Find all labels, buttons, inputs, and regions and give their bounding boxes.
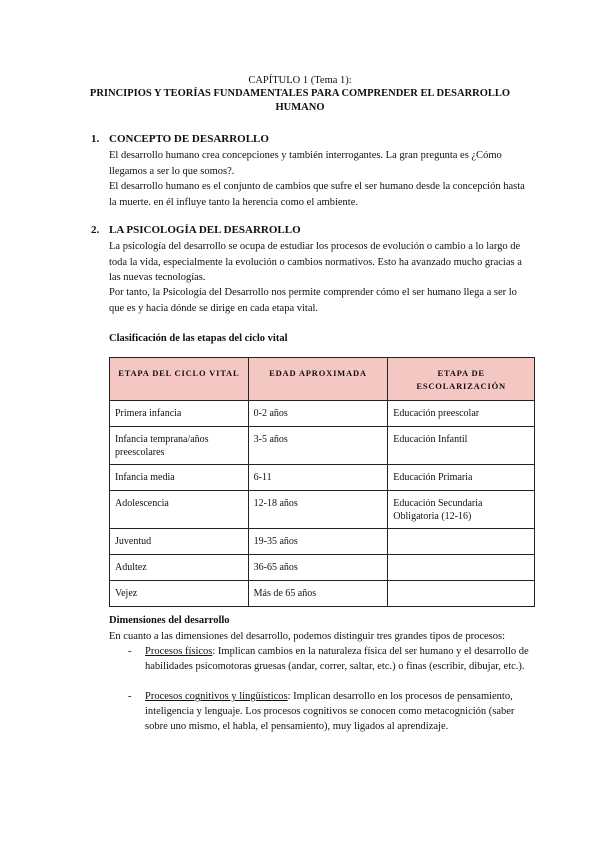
table-cell-age: 19-35 años (248, 529, 388, 555)
table-cell-schooling (388, 555, 535, 581)
table-row (110, 427, 535, 465)
table-cell-age: Más de 65 años (248, 581, 388, 607)
table-cell-stage: Vejez (110, 581, 249, 607)
section-2-heading (91, 223, 301, 239)
table-cell-stage: Adolescencia (110, 491, 249, 529)
table-cell-schooling (388, 581, 535, 607)
chapter-label: CAPÍTULO 1 (Tema 1): (248, 75, 352, 86)
table-cell-stage: Adultez (110, 555, 249, 581)
section-1-heading (91, 132, 269, 148)
table-cell-stage: Infancia temprana/años preescolares (110, 427, 249, 465)
table-row (110, 401, 535, 427)
list-item (145, 689, 535, 734)
table-cell-schooling: Educación Infantil (388, 427, 535, 465)
section-2-paragraph-1: La psicología del desarrollo se ocupa de estudiar los procesos de evolución o cambio a lo largo de toda la vida, especialmente la evolución o cambios normativos. Esto ha avanzado mucho gracias a las nuevas tecnologías. (109, 241, 522, 283)
table-header-row (110, 358, 535, 401)
table-row (110, 529, 535, 555)
table-cell-schooling (388, 529, 535, 555)
section-1-paragraph-2: El desarrollo humano es el conjunto de cambios que sufre el ser humano desde la concepción hasta la muerte. en él influye tanto la herencia como el ambiente. (109, 181, 525, 208)
section-2-title: LA PSICOLOGÍA DEL DESARROLLO (109, 224, 301, 236)
list-item-text: : Implican desarrollo en los procesos de pensamiento, inteligencia y lenguaje. Los procesos cognitivos se conocen como metacognición (saber sobre uno mismo, el habla, el pensamiento), muy ligados al aprendizaje. (145, 691, 515, 732)
table-cell-age: 0-2 años (248, 401, 388, 427)
section-1-number: 1. (91, 133, 100, 145)
section-1-paragraph-1: El desarrollo humano crea concepciones y también interrogantes. La gran pregunta es ¿Cómo llegamos a ser lo que somos?. (109, 150, 502, 177)
list-item (145, 644, 535, 674)
table-cell-schooling: Educación preescolar (388, 401, 535, 427)
section-2-number: 2. (91, 224, 100, 236)
bullet-marker: - (128, 646, 132, 657)
table-row (110, 491, 535, 529)
table-header-schooling: ETAPA DE ESCOLARIZACIÓN (388, 358, 535, 401)
table-cell-age: 3-5 años (248, 427, 388, 465)
list-item-term: Procesos físicos (145, 646, 213, 657)
document-title: PRINCIPIOS Y TEORÍAS FUNDAMENTALES PARA COMPRENDER EL DESARROLLO HUMANO (89, 88, 511, 113)
table-cell-schooling: Educación Primaria (388, 465, 535, 491)
dimensions-title: Dimensiones del desarrollo (109, 615, 230, 626)
table-cell-stage: Juventud (110, 529, 249, 555)
table-cell-age: 36-65 años (248, 555, 388, 581)
section-1-title: CONCEPTO DE DESARROLLO (109, 133, 269, 145)
table-cell-age: 12-18 años (248, 491, 388, 529)
table-cell-stage: Infancia media (110, 465, 249, 491)
table-row (110, 555, 535, 581)
classification-title: Clasificación de las etapas del ciclo vital (109, 333, 288, 344)
bullet-marker: - (128, 691, 132, 702)
list-item-text: : Implican cambios en la naturaleza física del ser humano y el desarrollo de habilidades psicomotoras gruesas (andar, correr, saltar, etc.) o finas (escribir, dibujar, etc.). (145, 646, 529, 672)
table-row (110, 465, 535, 491)
table-cell-schooling: Educación Secundaria Obligatoria (12-16) (388, 491, 535, 529)
section-2-paragraph-2: Por tanto, la Psicología del Desarrollo nos permite comprender cómo el ser humano llega a ser lo que es y hacia dónde se dirige en cada etapa vital. (109, 287, 517, 314)
life-cycle-table (109, 357, 535, 607)
table-row (110, 581, 535, 607)
table-header-age: EDAD APROXIMADA (248, 358, 388, 401)
dimensions-intro: En cuanto a las dimensiones del desarrollo, podemos distinguir tres grandes tipos de procesos: (109, 631, 506, 642)
list-item-term: Procesos cognitivos y lingüísticos (145, 691, 288, 702)
table-cell-stage: Primera infancia (110, 401, 249, 427)
table-cell-age: 6-11 (248, 465, 388, 491)
table-header-stage: ETAPA DEL CICLO VITAL (110, 358, 249, 401)
